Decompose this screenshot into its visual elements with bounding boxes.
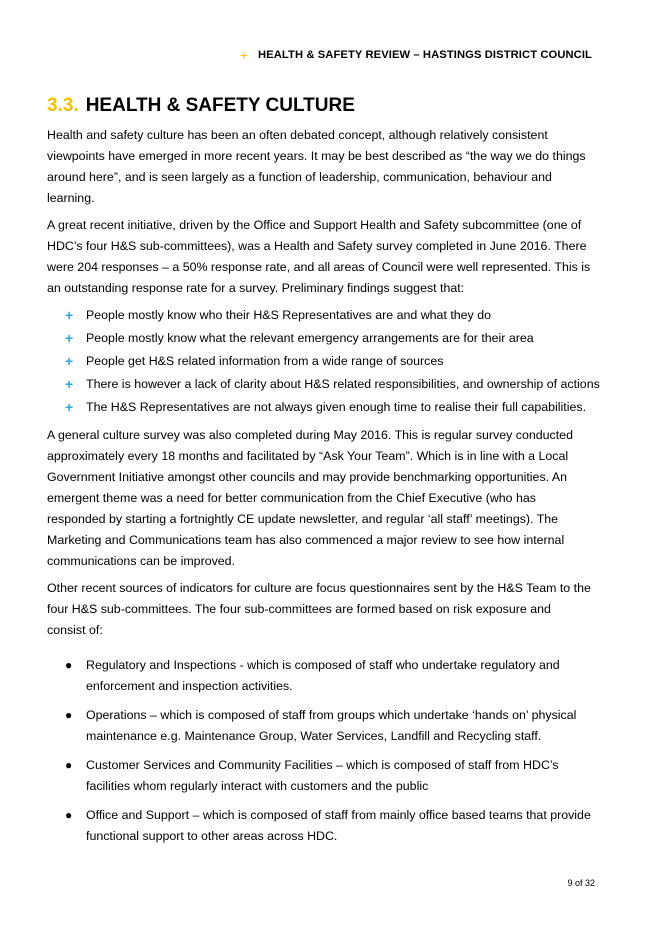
subcommittee-list: [47, 655, 592, 847]
paragraph-survey: A great recent initiative, driven by the Office and Support Health and Safety subcommittee (one of HDC’s four H&S sub-committees), was a Health and Safety survey completed in June 2016. There were 204 responses – a 50% response rate, and all areas of Council were well represented. This is an outstanding response rate for a survey. Preliminary findings suggest that:: [47, 218, 591, 295]
list-item: ● Customer Services and Community Facilities – which is composed of staff from HDC’s facilities whom regularly interact with customers and the public: [47, 755, 592, 797]
list-item: ● Regulatory and Inspections - which is composed of staff who undertake regulatory and enforcement and inspection activities.: [47, 655, 592, 697]
section-heading: [47, 95, 592, 117]
list-item: + People get H&S related information from a wide range of sources: [65, 353, 444, 369]
dot-bullet-icon: ●: [65, 658, 73, 672]
dot-bullet-icon: ●: [65, 758, 73, 772]
section-title: HEALTH & SAFETY CULTURE: [85, 95, 355, 116]
paragraph-intro: Health and safety culture has been an often debated concept, although relatively consistent viewpoints have emerged in more recent years. It may be best described as “the way we do things around here”, and is seen largely as a function of leadership, communication, behaviour and learning.: [47, 128, 586, 205]
page-number: 9 of 32: [567, 878, 595, 888]
list-item: + The H&S Representatives are not always given enough time to realise their full capabilities.: [65, 399, 587, 415]
list-item: ● Operations – which is composed of staff from groups which undertake ‘hands on’ physical maintenance e.g. Maintenance Group, Water Services, Landfill and Recycling staff.: [47, 705, 592, 747]
section-number: 3.3.: [47, 95, 79, 116]
plus-bullet-icon: +: [65, 399, 74, 415]
plus-bullet-icon: +: [65, 330, 74, 346]
running-header: [240, 48, 592, 62]
findings-list: [47, 305, 600, 417]
list-item: + People mostly know what the relevant emergency arrangements are for their area: [65, 330, 534, 346]
dot-bullet-icon: ●: [65, 808, 73, 822]
list-item: + There is however a lack of clarity about H&S related responsibilities, and ownership of actions: [65, 376, 600, 392]
dot-bullet-icon: ●: [65, 708, 73, 722]
plus-bullet-icon: +: [65, 376, 74, 392]
paragraph-culture-survey: A general culture survey was also completed during May 2016. This is regular survey conducted approximately every 18 months and facilitated by “Ask Your Team”. Which is in line with a Local Government Initiative amongst other councils and may provide benchmarking opportunities. An emergent theme was a need for better communication from the Chief Executive (who has responded by starting a fortnightly CE update newsletter, and regular ‘all staff’ meetings). The Marketing and Communications team has also commenced a major review to see how internal communications can be improved.: [47, 428, 573, 568]
list-item: + People mostly know who their H&S Representatives are and what they do: [65, 307, 491, 323]
plus-icon: +: [239, 47, 248, 63]
list-item: ● Office and Support – which is composed of staff from mainly office based teams that provide functional support to other areas across HDC.: [47, 805, 592, 847]
plus-bullet-icon: +: [65, 353, 74, 369]
main-content: [47, 95, 600, 855]
header-title: HEALTH & SAFETY REVIEW – HASTINGS DISTRICT COUNCIL: [257, 49, 592, 61]
paragraph-subcommittees: Other recent sources of indicators for culture are focus questionnaires sent by the H&S Team to the four H&S sub-committees. The four sub-committees are formed based on risk exposure and consist of:: [47, 581, 591, 637]
plus-bullet-icon: +: [65, 307, 74, 323]
